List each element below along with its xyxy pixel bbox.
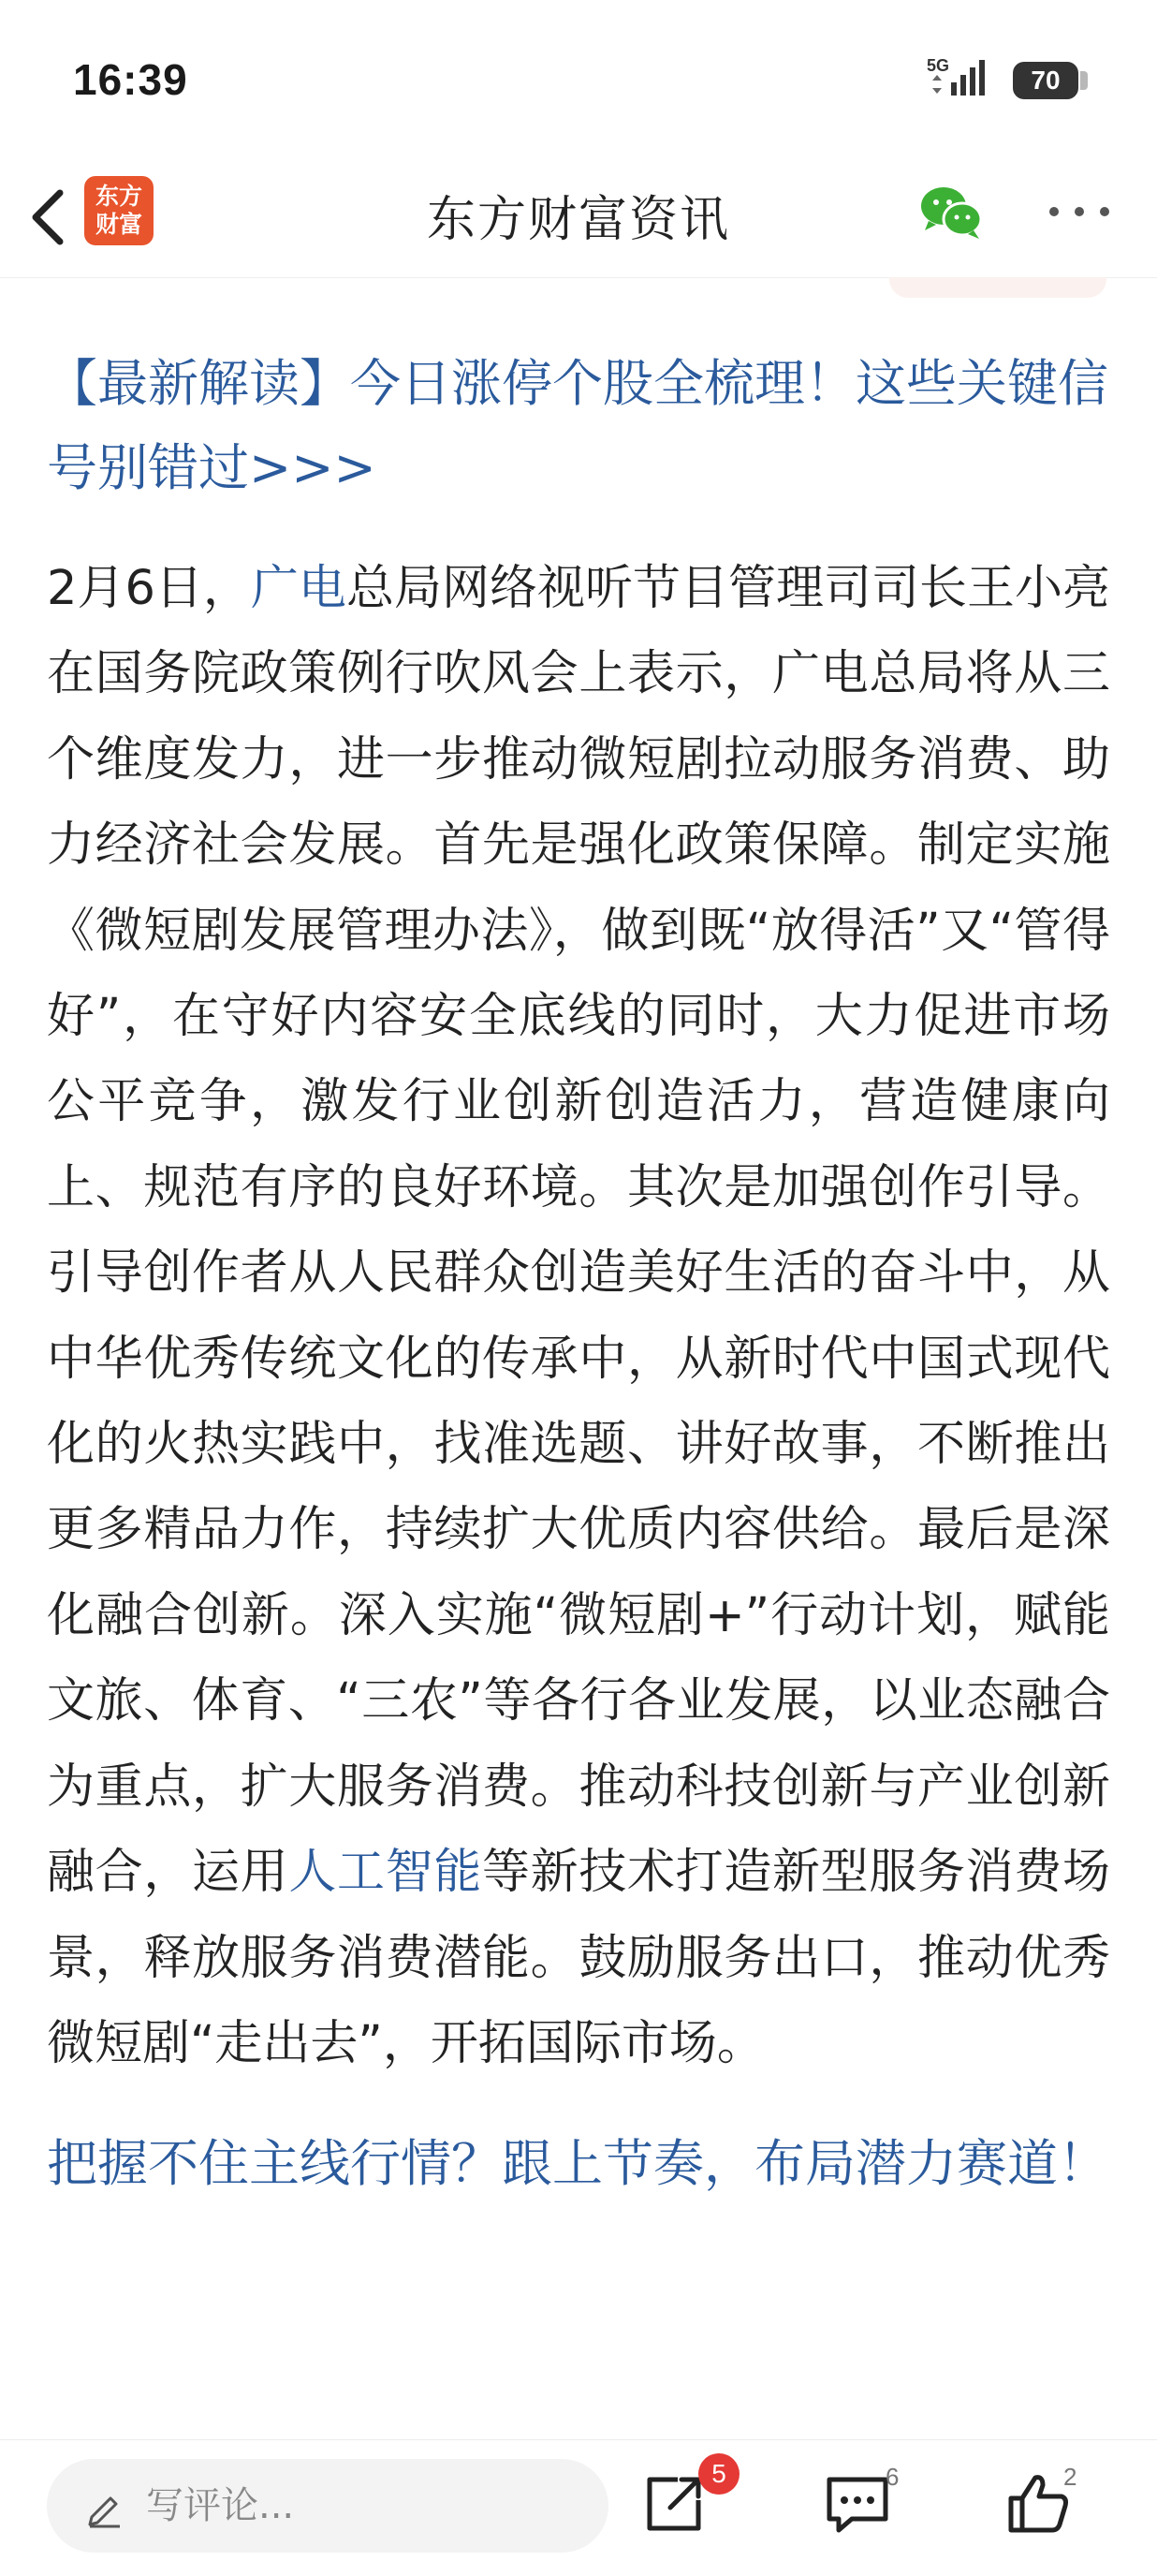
- body-segment-2: 总局网络视听节目管理司司长王小亮在国务院政策例行吹风会上表示，广电总局将从三个维度发力，进一步推动微短剧拉动服务消费、助力经济社会发展。首先是强化政策保障。制定实施《微短剧发展管理办法》，做到既“放得活”又“管得好”，在守好内容安全底线的同时，大力促进市场公平竞争，激发行业创新创造活力，营造健康向上、规范有序的良好环境。其次是加强创作引导。引导创作者从人民群众创造美好生活的奋斗中，从中华优秀传统文化的传承中，从新时代中国式现代化的火热实践中，找准选题、讲好故事，不断推出更多精品力作，持续扩大优质内容供给。最后是深化融合创新。深入实施“微短剧+”行动计划，赋能文旅、体育、“三农”等各行各业发展，以业态融合为重点，扩大服务消费。推动科技创新与产业创新融合，运用: [47, 561, 1110, 1901]
- like-count: 2: [1063, 2463, 1077, 2491]
- logo-line-2: 财富: [95, 211, 142, 238]
- wechat-share-icon[interactable]: [917, 182, 985, 242]
- pen-icon: [84, 2487, 125, 2528]
- article-content: [47, 342, 1110, 2206]
- battery-tip: [1080, 71, 1088, 90]
- article-body: [47, 546, 1110, 2086]
- body-segment-1: 2月6日，: [47, 561, 251, 616]
- nav-bar: [0, 159, 1157, 278]
- battery-icon: 70: [1013, 62, 1078, 99]
- promo-link[interactable]: 把握不住主线行情？跟上节奏，布局潜力赛道！: [47, 2134, 1108, 2194]
- stock-link-ai[interactable]: 人工智能: [288, 1845, 482, 1901]
- headline-link[interactable]: 【最新解读】今日涨停个股全梳理！这些关键信号别错过>>>: [47, 354, 1108, 497]
- status-time: 16:39: [73, 55, 188, 104]
- collapsed-card-edge: [889, 277, 1106, 298]
- stock-link-guangdian[interactable]: 广电: [250, 561, 346, 616]
- page-title: 东方财富资讯: [426, 192, 730, 248]
- comment-input[interactable]: [47, 2459, 608, 2553]
- comment-icon[interactable]: [820, 2466, 895, 2541]
- more-options-icon[interactable]: [1047, 202, 1112, 221]
- signal-icon: [927, 54, 992, 101]
- network-label: 5G: [927, 56, 950, 75]
- status-bar: [0, 0, 1157, 159]
- bottom-bar: [0, 2439, 1157, 2576]
- logo-line-1: 东方: [95, 183, 142, 210]
- comment-placeholder: 写评论...: [146, 2484, 295, 2527]
- body-segment-3: 等新技术打造新型服务消费场景，释放服务消费潜能。鼓励服务出口，推动优秀微短剧“走出去”，开拓国际市场。: [47, 1845, 1110, 2071]
- comment-count: 6: [886, 2463, 900, 2491]
- share-badge: 5: [698, 2453, 740, 2495]
